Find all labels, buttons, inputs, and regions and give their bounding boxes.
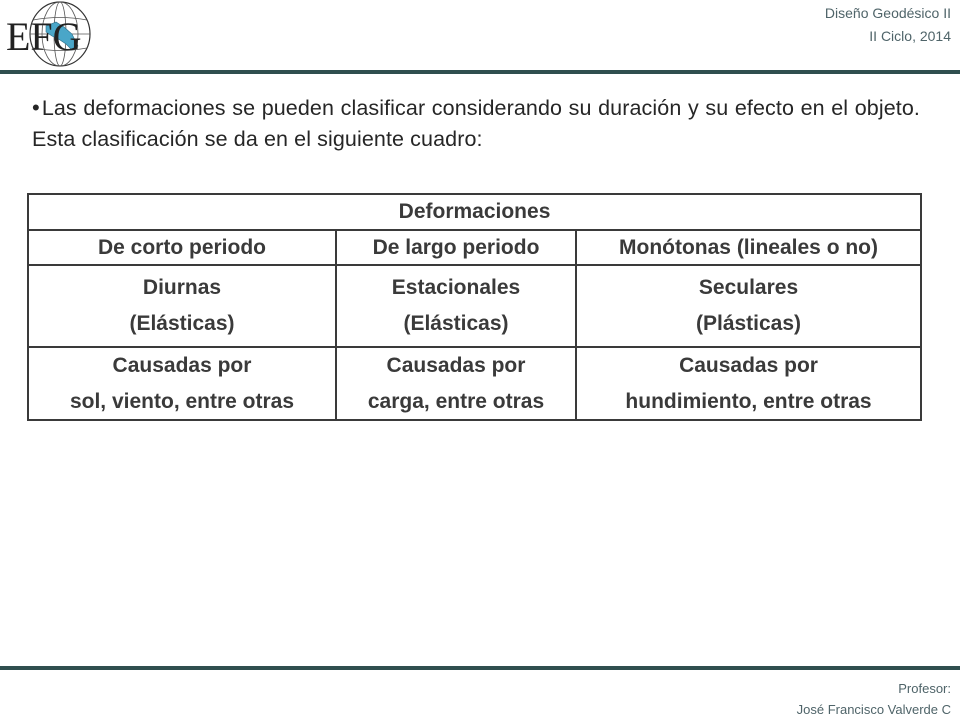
course-term: II Ciclo, 2014 [869, 28, 951, 44]
causes-long: carga, entre otras [336, 384, 576, 420]
course-title: Diseño Geodésico II [824, 5, 951, 21]
column-header-long: De largo periodo [336, 230, 576, 265]
causes-label-long: Causadas por [336, 347, 576, 384]
course-info [825, 2, 951, 48]
type-cell-long [336, 265, 576, 347]
causes-label-monotonic: Causadas por [576, 347, 921, 384]
bullet-paragraph [32, 92, 920, 155]
causes-short: sol, viento, entre otras [28, 384, 336, 420]
header-divider [0, 70, 960, 74]
type-name: Diurnas [142, 276, 222, 299]
type-name: Estacionales [391, 276, 521, 299]
type-name: Seculares [698, 276, 799, 299]
footer-name: José Francisco Valverde C [796, 702, 951, 717]
efg-logo [2, 0, 120, 70]
footer-credits [797, 678, 951, 720]
column-header-monotonic: Monótonas (lineales o no) [576, 230, 921, 265]
bullet-text: Las deformaciones se pueden clasificar considerando su duración y su efecto en el objeto. Esta clasificación se da en el siguiente cuadro: [32, 96, 920, 151]
type-cell-short [28, 265, 336, 347]
table-title: Deformaciones [28, 194, 921, 230]
footer-divider [0, 666, 960, 670]
causes-label-short: Causadas por [28, 347, 336, 384]
bullet-icon: • [32, 95, 40, 120]
type-nature: (Elásticas) [129, 312, 235, 335]
footer-label: Profesor: [898, 681, 951, 696]
type-nature: (Elásticas) [403, 312, 509, 335]
type-cell-monotonic [576, 265, 921, 347]
type-nature: (Plásticas) [695, 312, 802, 335]
column-header-short: De corto periodo [28, 230, 336, 265]
logo-letters: EFG [6, 14, 82, 59]
deformations-table [27, 193, 922, 421]
causes-monotonic: hundimiento, entre otras [576, 384, 921, 420]
